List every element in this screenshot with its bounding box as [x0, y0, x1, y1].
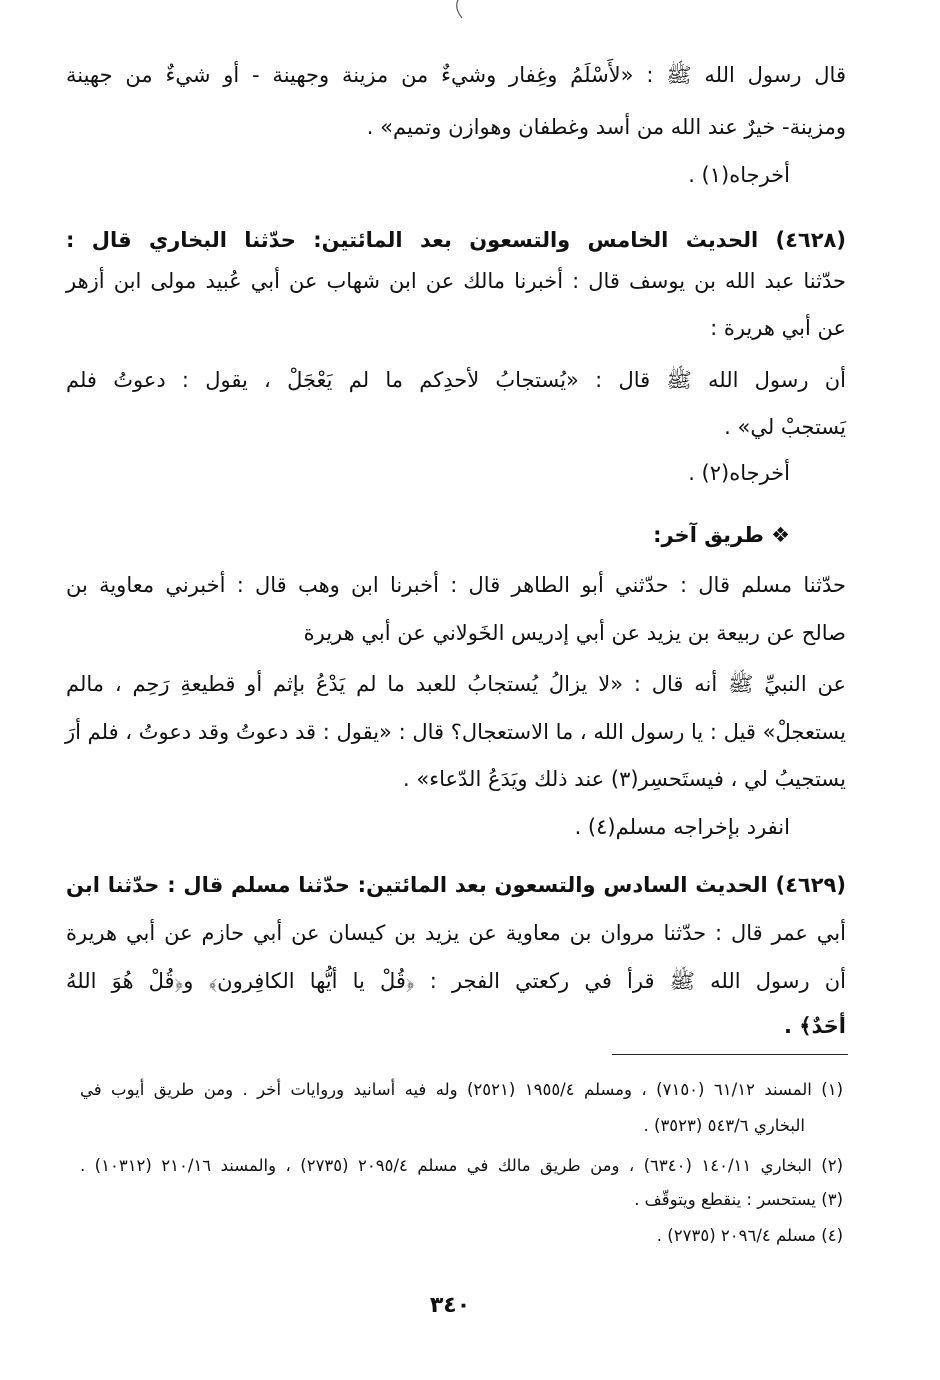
footnote: (٣) يستحسر : ينقطع ويتوقّف . [634, 1190, 843, 1209]
scan-mark [448, 0, 472, 20]
text-line: حدّثنا مسلم قال : حدّثني أبو الطاهر قال : أخبرنا ابن وهب قال : أخبرني معاوية بن [66, 573, 846, 597]
footnote-separator [612, 1054, 848, 1055]
footnote: (١) المسند ٦١/١٢ (٧١٥٠) ، ومسلم ١٩٥٥/٤ (٢٥٢١) وله فيه أسانيد وروايات أخر . ومن طريق أيوب في [80, 1080, 844, 1099]
text-line: يَستجبْ لي» . [724, 415, 846, 439]
text-line: انفرد بإخراجه مسلم(٤) . [574, 815, 790, 839]
hadith-heading: (٤٦٢٩) الحديث السادس والتسعون بعد المائتين: حدّثنا مسلم قال : حدّثنا ابن [66, 873, 846, 897]
hadith-heading: (٤٦٢٨) الحديث الخامس والتسعون بعد المائتين: حدّثنا البخاري قال : [66, 228, 846, 252]
footnote: (٤) مسلم ٢٠٩٦/٤ (٢٧٣٥) . [656, 1226, 843, 1245]
text-line: قال رسول الله ﷺ : «لأَسْلَمُ وغِفار وشيءٌ من مزينة وجهينة - أو شيءٌ من جهينة [66, 63, 846, 87]
text-line: أن رسول الله ﷺ قرأ في ركعتي الفجر : ﴿قُلْ يا أيُّها الكافِرون﴾ و﴿قُلْ هُوَ اللهُ [66, 969, 846, 993]
text-line: حدّثنا عبد الله بن يوسف قال : أخبرنا مالك عن ابن شهاب عن أبي عُبيد مولى ابن أزهر [66, 269, 846, 293]
footnote: (٢) البخاري ١٤٠/١١ (٦٣٤٠) ، ومن طريق مالك في مسلم ٢٠٩٥/٤ (٢٧٣٥) ، والمسند ٢١٠/١٦ (١٠٣١٢) . [80, 1156, 844, 1175]
text-line: ومزينة- خيرٌ عند الله من أسد وغطفان وهوازن وتميم» . [366, 115, 846, 139]
text-line: عن أبي هريرة : [710, 316, 846, 340]
text-line: يستعجلْ» قيل : يا رسول الله ، ما الاستعجال؟ قال : «يقول : قد دعوتُ وقد دعوتُ ، فلم أرَ [65, 720, 846, 744]
footnote: البخاري ٥٤٣/٦ (٣٥٢٣) . [643, 1116, 805, 1135]
text-line: أبي عمر قال : حدّثنا مروان بن معاوية عن يزيد بن كيسان عن أبي حازم عن أبي هريرة [66, 921, 846, 945]
text-line: أحَدٌ﴾ . [783, 1014, 846, 1038]
text-line: أن رسول الله ﷺ قال : «يُستجابُ لأحدِكم ما لم يَعْجَلْ ، يقول : دعوتُ فلم [66, 368, 846, 392]
text-line: أخرجاه(٢) . [688, 461, 790, 485]
text-line: صالح عن ربيعة بن يزيد عن أبي إدريس الخَولاني عن أبي هريرة [303, 621, 846, 645]
text-line: يستجيبُ لي ، فيستَحسِر(٣) عند ذلك ويَدَعُ الدّعاء» . [403, 767, 846, 791]
text-line: عن النبيِّ ﷺ أنه قال : «لا يزالُ يُستجابُ للعبد ما لم يَدْعُ بإثم أو قطيعةِ رَحِم ، مالم [66, 672, 846, 696]
text-line: أخرجاه(١) . [688, 163, 790, 187]
section-heading: ❖ طريق آخر: [653, 523, 790, 547]
page-number: ٣٤٠ [429, 1293, 471, 1318]
